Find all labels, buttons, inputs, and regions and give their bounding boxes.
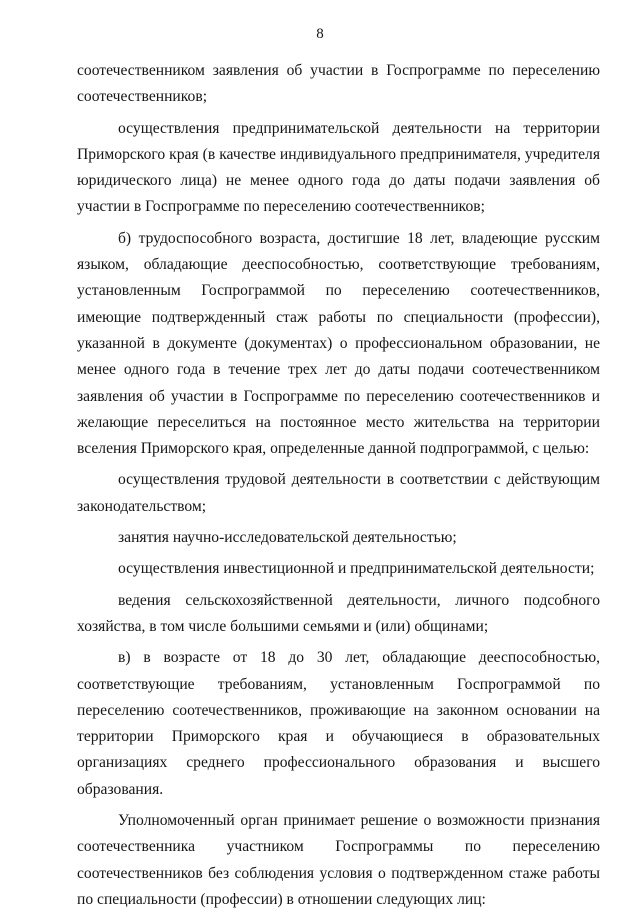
paragraph-research-activity: занятия научно-исследовательской деятельностью; [118, 529, 457, 547]
paragraph-authorized-body: Уполномоченный орган принимает решение о возможности признания соотечественника участником Госпрограммы по переселению соотечественников без соблюдения условия о подтвержденном стаже работы по специальности (профессии) в отношении следующих лиц: [77, 812, 600, 908]
paragraph-agricultural-activity: ведения сельскохозяйственной деятельности, личного подсобного хозяйства, в том числе большими семьями и (или) общинами; [77, 591, 600, 635]
page-number: 8 [316, 26, 324, 42]
paragraph-continuation: соотечественником заявления об участии в Госпрограмме по переселению соотечественников; [77, 62, 600, 106]
paragraph-item-v: в) в возрасте от 18 до 30 лет, обладающие дееспособностью, соответствующие требованиям, установленным Госпрограммой по переселению соотечественников, проживающие на законном основании на территории Приморского края и обучающиеся в образовательных организациях среднего профессионального образования и высшего образования. [77, 649, 600, 798]
paragraph-investment-activity: осуществления инвестиционной и предпринимательской деятельности; [118, 560, 595, 578]
paragraph-item-b: б) трудоспособного возраста, достигшие 18 лет, владеющие русским языком, обладающие дееспособностью, соответствующие требованиям, установленным Госпрограммой по переселению соотечественников, имеющие подтвержденный стаж работы по специальности (профессии), указанной в документе (документах) о профессиональном образовании, не менее одного года в течение трех лет до даты подачи соотечественником заявления об участии в Госпрограмме по переселению соотечественников и желающие переселиться на постоянное место жительства на территории вселения Приморского края, определенные данной подпрограммой, с целью: [77, 229, 600, 458]
paragraph-entrepreneurship: осуществления предпринимательской деятельности на территории Приморского края (в качестве индивидуального предпринимателя, учредителя юридического лица) не менее одного года до даты подачи заявления об участии в Госпрограмме по переселению соотечественников; [77, 119, 600, 216]
paragraph-labor-activity: осуществления трудовой деятельности в соответствии с действующим законодательством; [77, 471, 600, 515]
document-body [77, 58, 600, 918]
